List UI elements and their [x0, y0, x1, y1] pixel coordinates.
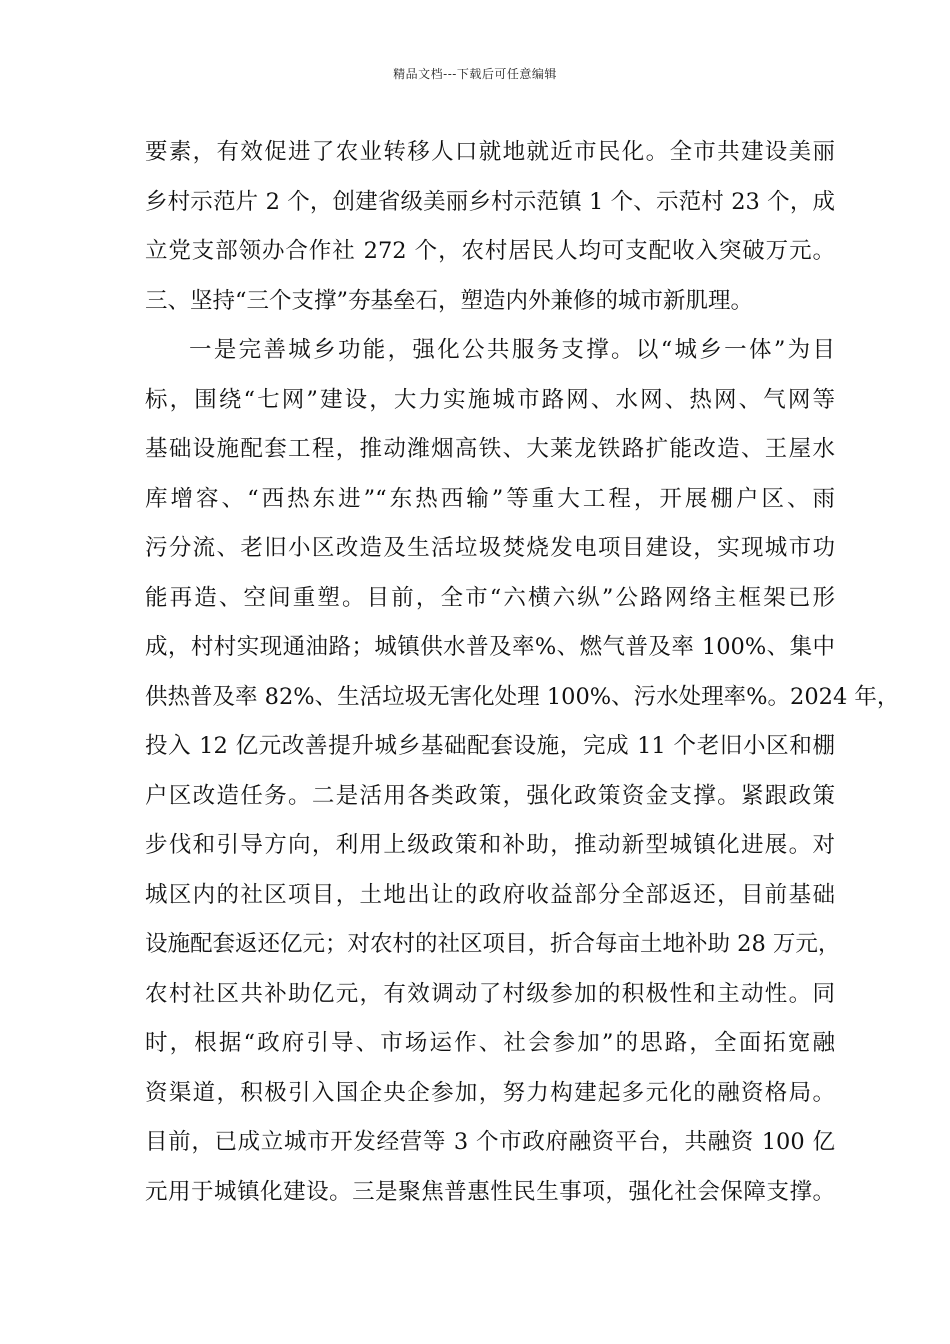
text-line: 设施配套返还亿元；对农村的社区项目，折合每亩土地补助 28 万元， — [145, 931, 841, 957]
text-line: 能再造、空间重塑。目前，全市“六横六纵”公路网络主框架已形 — [145, 584, 835, 611]
text-line: 库增容、“西热东进”“东热西输”等重大工程，开展棚户区、雨 — [145, 485, 835, 512]
text-line: 污分流、老旧小区改造及生活垃圾焚烧发电项目建设，实现城市功 — [145, 535, 835, 561]
text-line: 城区内的社区项目，土地出让的政府收益部分全部返还，目前基础 — [145, 881, 835, 908]
text-line: 基础设施配套工程，推动潍烟高铁、大莱龙铁路扩能改造、王屋水 — [145, 436, 835, 462]
text-line: 要素，有效促进了农业转移人口就地就近市民化。全市共建设美丽 — [145, 139, 835, 165]
text-line: 立党支部领办合作社 272 个，农村居民人均可支配收入突破万元。 — [145, 238, 835, 264]
page-header: 精品文档---下载后可任意编辑 — [393, 67, 557, 81]
text-line: 时，根据“政府引导、市场运作、社会参加”的思路，全面拓宽融 — [145, 1030, 835, 1056]
section-heading: 三、坚持“三个支撑”夯基垒石，塑造内外兼修的城市新肌理。 — [145, 287, 754, 314]
text-line: 目前，已成立城市开发经营等 3 个市政府融资平台，共融资 100 亿 — [145, 1129, 835, 1155]
body-text — [145, 128, 900, 1217]
text-line: 步伐和引导方向，利用上级政策和补助，推动新型城镇化进展。对 — [145, 832, 835, 858]
text-line: 元用于城镇化建设。三是聚焦普惠性民生事项，强化社会保障支撑。 — [145, 1178, 835, 1205]
text-line: 投入 12 亿元改善提升城乡基础配套设施，完成 11 个老旧小区和棚 — [145, 733, 835, 759]
text-line: 农村社区共补助亿元，有效调动了村级参加的积极性和主动性。同 — [145, 980, 835, 1007]
text-line: 资渠道，积极引入国企央企参加，努力构建起多元化的融资格局。 — [145, 1079, 835, 1106]
text-line: 乡村示范片 2 个，创建省级美丽乡村示范镇 1 个、示范村 23 个，成 — [145, 188, 835, 215]
text-line: 成，村村实现通油路；城镇供水普及率%、燃气普及率 100%、集中 — [145, 634, 835, 660]
text-line: 户区改造任务。二是活用各类政策，强化政策资金支撑。紧跟政策 — [145, 782, 835, 809]
text-line: 标，围绕“七网”建设，大力实施城市路网、水网、热网、气网等 — [145, 386, 835, 413]
paragraph-first-line: 一是完善城乡功能，强化公共服务支撑。以“城乡一体”为目 — [189, 337, 835, 363]
text-line: 供热普及率 82%、生活垃圾无害化处理 100%、污水处理率%。2024 年， — [145, 683, 900, 710]
